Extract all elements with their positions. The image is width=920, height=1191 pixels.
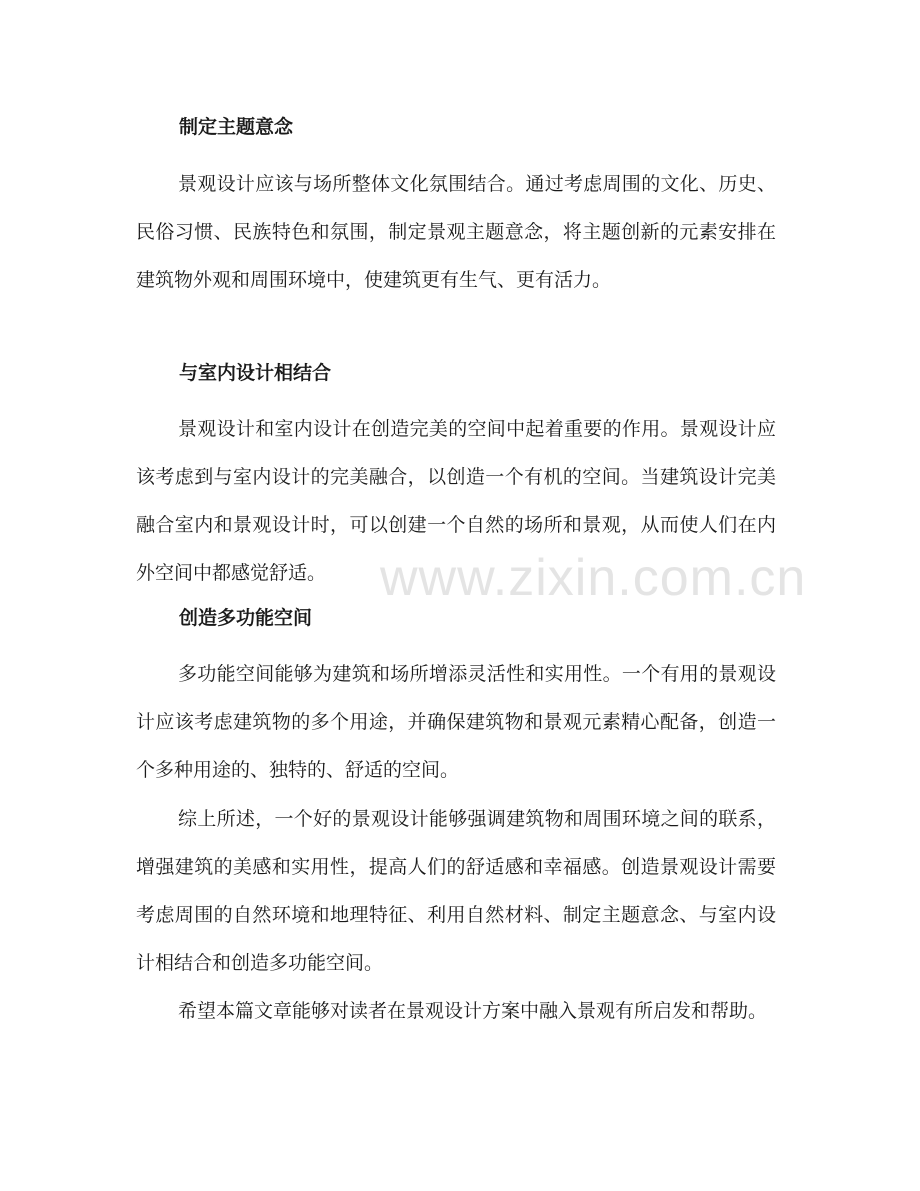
section-paragraph-multifunction: 多功能空间能够为建筑和场所增添灵活性和实用性。一个有用的景观设计应该考虑建筑物的多个用途，并确保建筑物和景观元素精心配备，创造一个多种用途的、独特的、舒适的空间。	[136, 663, 776, 781]
section-paragraph-interior: 景观设计和室内设计在创造完美的空间中起着重要的作用。景观设计应该考虑到与室内设计的完美融合，以创造一个有机的空间。当建筑设计完美融合室内和景观设计时，可以创建一个自然的场所和景观，从而使人们在内外空间中都感觉舒适。	[136, 418, 776, 584]
conclusion-paragraph: 综上所述，一个好的景观设计能够强调建筑物和周围环境之间的联系，增强建筑的美感和实用性，提高人们的舒适感和幸福感。创造景观设计需要考虑周围的自然环境和地理特征、利用自然材料、制定主题意念、与室内设计相结合和创造多功能空间。	[136, 808, 776, 974]
watermark: www.zixin.com.cn	[380, 549, 807, 607]
section-heading-theme: 制定主题意念	[179, 116, 294, 138]
closing-paragraph: 希望本篇文章能够对读者在景观设计方案中融入景观有所启发和帮助。	[178, 1000, 768, 1022]
section-heading-interior: 与室内设计相结合	[179, 362, 332, 384]
section-heading-multifunction: 创造多功能空间	[179, 607, 313, 629]
section-paragraph-theme: 景观设计应该与场所整体文化氛围结合。通过考虑周围的文化、历史、民俗习惯、民族特色和氛围，制定景观主题意念，将主题创新的元素安排在建筑物外观和周围环境中，使建筑更有生气、更有活力。	[136, 173, 776, 291]
